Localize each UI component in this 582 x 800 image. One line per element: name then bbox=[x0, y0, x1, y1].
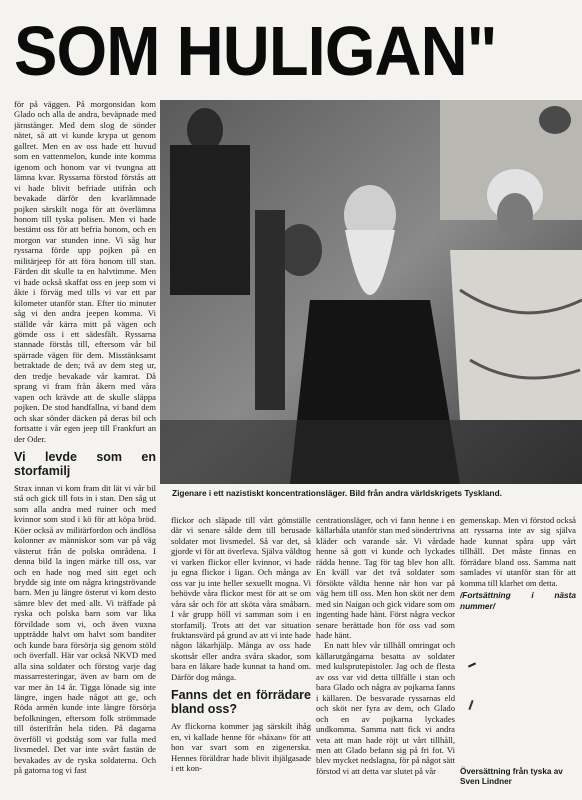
column-1-body: Strax innan vi kom fram dit lät vi vår bil stå och gick till fots in i stan. Den såg ut som alla andra med ruiner och med kvinnor som stod i kö för att köpa bröd. Köer också av militärfordon och ändlösa kolonner av människor som var på väg västerut från de polska områdena. I denna bild la ingen märke till oss, var och en hade nog med sitt eget och brydde sig inte om några kringströvande barn. Men ju längre österut vi kom desto sämre blev det med allt. Vi träffade på ryska och polska barn som var lika förvildade som vi, och även vuxna uppträdde halvt om halvt som banditer och kunde bara försörja sig genom stöld och överfall. Här var också NKVD med alla sina soldater och förstog varje dag massarresteringar, även av barn om de var mer än 14 år. Tigga lönade sig inte längre, ingen hade något att ge, och Röda armén kunde inte längre försörja befolkningen, eftersom folk strömmade till österifrån hela tiden. På dagarna överföll vi godståg som var fulla med livsmedel. Det var inte svårt fastän de bevakades av de ryska soldaterna. Och på gatorna tog vi fast bbox=[14, 482, 156, 776]
headline: SOM HULIGAN" bbox=[14, 12, 497, 90]
historical-photo bbox=[160, 100, 582, 484]
column-3-body-2: En natt blev vår tillhåll omringat och källarutgångarna besatta av soldater med kulsprutepistoler. Jag och de flesta av oss var vid detta tillfälle i stan och bara Glado och några av pojkarna fanns i källaren. De besvarade ryssarnas eld och sköt ner fyra av dem, och Glado och en av pojkarna lyckades undkomma. Samma natt fick vi andra veta att man hade röjt ut vårt tillhåll, men att Glado befann sig på fri fot. Vi blev mycket nedslagna, för på något sätt förstod vi att detta var slutet på vår bbox=[316, 640, 455, 776]
column-1-intro: för på väggen. På morgonsidan kom Glado och alla de andra, beväpnade med järnstänger. Med dem slog de sönder nätet, så att vi kunde krypa ut genom gallret. Men en av oss hade ett huvud som en vattenmelon, kunde inte komma igenom och honom var vi tvungna att lämna kvar. Ryssarna förstod förstås att vi hade blivit befriade utifrån och bevakade därför den kvarlämnade pojken särskilt noga för att överlämna honom till tyska polisen. Men vi hade bestämt oss för att befria honom, och en morgon var stunden inne. Vi såg hur ryssarna förde upp pojken på en militärjeep för att föra honom till stan. Färden dit skulle ta en halvtimme. Men vi hade också skaffat oss en jeep som vi åkte i förväg med tills vi var ett par kilometer utanför stan. Efter tio minuter såg vi den andra jeepen komma. Vi ställde vår kärra mitt på vägen och gömde oss i ett sädesfält. Ryssarna stannade förstås till, eftersom vår bil spärrade vägen för dem. Misstänksamt betraktade de den; två av dem steg ur, den tredje bevakade vår kamrat. Då sprang vi fram från åkern med våra vapen och krävde att de skulle släppa pojken. De stod handfallna, vi band dem och skar sönder däcken på deras bil och fortsatte i vår egen jeep till Frankfurt an der Oder. bbox=[14, 99, 156, 444]
column-4-body: gemenskap. Men vi förstod också att ryssarna inte av sig själva hade kunnat spåra upp vårt tillhåll. Det måste finnas en förrädare bland oss. Samma natt samlades vi utanför stan för att komma till klarhet om detta. bbox=[460, 515, 576, 588]
pen-mark bbox=[468, 700, 473, 710]
pen-mark bbox=[468, 662, 476, 667]
continued-note: /Fortsättning i nästa nummer/ bbox=[460, 590, 576, 611]
column-2-body-2: Av flickorna kommer jag särskilt ihåg en, vi kallade henne för »häxan» för att hon var svart som en zigenerska. Hennes föräldrar hade blivit ihjälgasade i ett kon- bbox=[171, 721, 311, 774]
subheading-forradare: Fanns det en förrädare bland oss? bbox=[171, 688, 311, 717]
article-column-2 bbox=[171, 515, 311, 795]
column-3-body: centrationsläger, och vi fann henne i en källarhåla utanför stan med söndertrivna kläder och varande sår. Vi vårdade henne så gott vi kunde och lyckades rädda henne. Tag för tag blev hon allt. En kväll var det två soldater som försökte våldta henne när hon var på väg hem till oss. Men hon sköt ner dem med sin Naigan och gick vidare som om ingenting hade hänt. Först några veckor senare berättade hon för oss vad som hade hänt. bbox=[316, 515, 455, 640]
translation-credit: Översättning från tyska av Sven Lindner bbox=[460, 767, 563, 786]
photo-caption: Zigenare i ett nazistiskt koncentrationsläger. Bild från andra världskrigets Tyskland. bbox=[172, 488, 502, 498]
article-column-3 bbox=[316, 515, 455, 795]
article-column-4 bbox=[460, 515, 576, 635]
subheading-storfamilj: Vi levde som en storfamilj bbox=[14, 449, 156, 478]
article-column-1 bbox=[14, 99, 156, 791]
column-2-body: flickor och släpade till vårt gömställe där vi senare sålde dem till berusade soldater mot livsmedel. Så var det, så gjorde vi för att överleva. Själva våldtog vi varken flickor eller kvinnor, vi hade ju egna flickor i ligan. Och många av oss var ju inte heller sexuellt mogna. Vi behövde våra flickor mest för att se om våra sår och för att sköta våra småbarn. I vår grupp höll vi samman som i en storfamilj. Trots att det var situation fruktansvärd på grund av att vi inte hade någon läkarhjälp. Många av oss hade skottsår eller andra svåra skador, som bara en läkare hade kunnat ta hand om. Därför dog många. bbox=[171, 515, 311, 682]
